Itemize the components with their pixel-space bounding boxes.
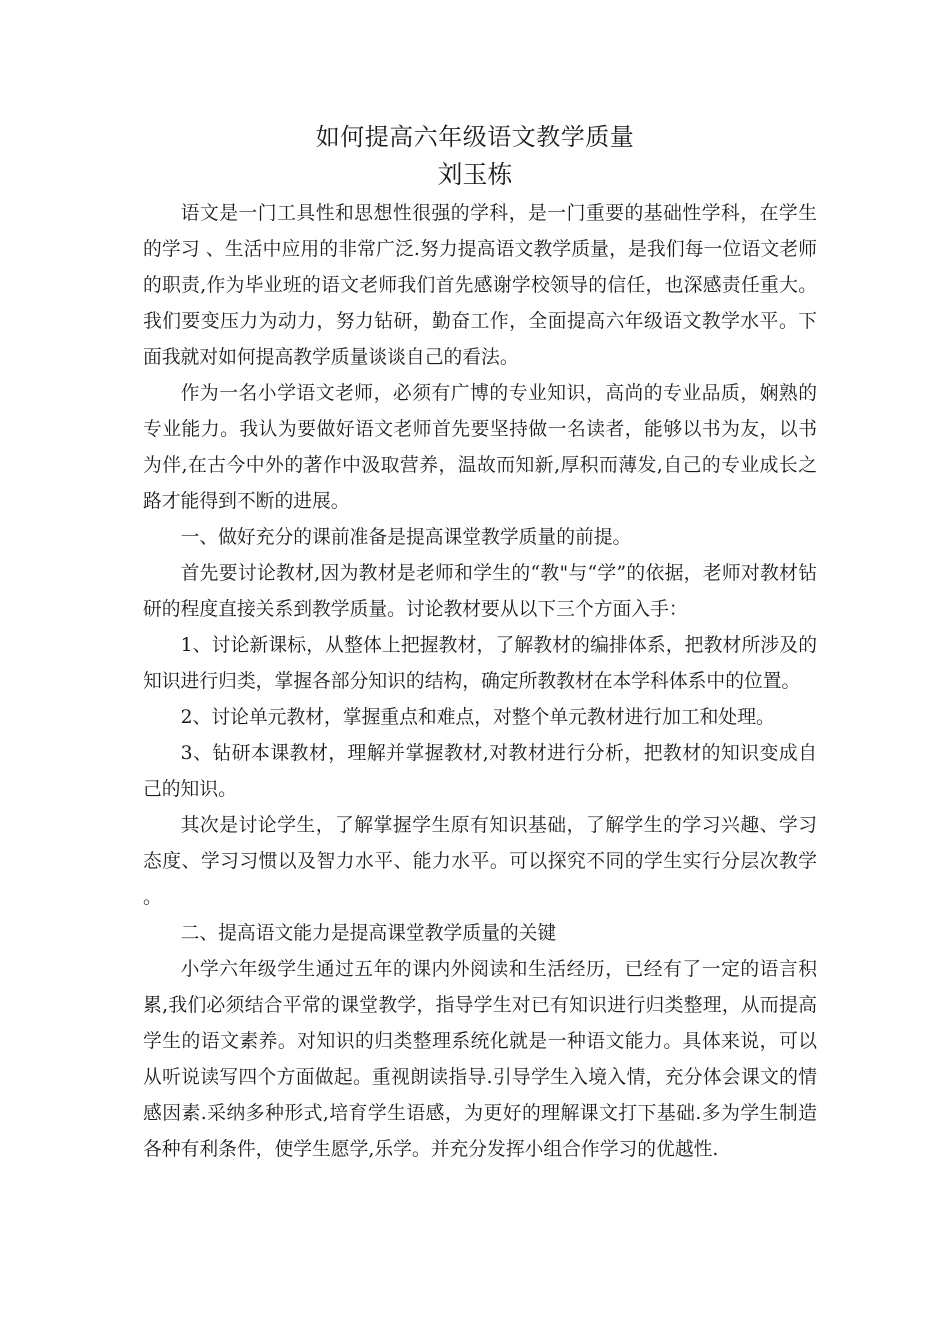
section-heading-one: 一、做好充分的课前准备是提高课堂教学质量的前提。 <box>180 527 632 548</box>
document-body <box>143 196 817 1168</box>
document-author: 刘玉栋 <box>437 160 513 189</box>
paragraph-intro: 语文是一门工具性和思想性很强的学科，是一门重要的基础性学科，在学生的学习 、生活中应用的非常广泛.努力提高语文教学质量，是我们每一位语文老师的职责,作为毕业班的语文老师我们首先感谢学校领导的信任，也深感责任重大。我们要变压力为动力，努力钻研，勤奋工作，全面提高六年级语文教学水平。下面我就对如何提高教学质量谈谈自己的看法。 <box>143 203 817 368</box>
document-title: 如何提高六年级语文教学质量 <box>315 123 635 151</box>
list-item-2: 2、讨论单元教材，掌握重点和难点，对整个单元教材进行加工和处理。 <box>180 707 775 728</box>
paragraph-teacher-quality: 作为一名小学语文老师，必须有广博的专业知识，高尚的专业品质，娴熟的专业能力。我认为要做好语文老师首先要坚持做一名读者，能够以书为友，以书为伴,在古今中外的著作中汲取营养，温故而知新,厚积而薄发,自己的专业成长之路才能得到不断的进展。 <box>143 383 817 512</box>
section-heading-two: 二、提高语文能力是提高课堂教学质量的关键 <box>180 923 557 944</box>
paragraph-study-materials: 首先要讨论教材,因为教材是老师和学生的“教"与“学”的依据，老师对教材钻研的程度直接关系到教学质量。讨论教材要从以下三个方面入手： <box>143 563 817 620</box>
list-item-1: 1、讨论新课标，从整体上把握教材，了解教材的编排体系，把教材所涉及的知识进行归类，掌握各部分知识的结构，确定所教教材在本学科体系中的位置。 <box>143 635 817 692</box>
paragraph-study-students: 其次是讨论学生，了解掌握学生原有知识基础，了解学生的学习兴趣、学习态度、学习习惯以及智力水平、能力水平。可以探究不同的学生实行分层次教学。 <box>143 815 817 908</box>
list-item-3: 3、钻研本课教材，理解并掌握教材,对教材进行分析，把教材的知识变成自己的知识。 <box>143 743 817 800</box>
paragraph-language-ability: 小学六年级学生通过五年的课内外阅读和生活经历，已经有了一定的语言积累,我们必须结合平常的课堂教学，指导学生对已有知识进行归类整理，从而提高学生的语文素养。对知识的归类整理系统化就是一种语文能力。具体来说，可以从听说读写四个方面做起。重视朗读指导.引导学生入境入情，充分体会课文的情感因素.采纳多种形式,培育学生语感，为更好的理解课文打下基础.多为学生制造各种有利条件，使学生愿学,乐学。并充分发挥小组合作学习的优越性. <box>143 959 817 1160</box>
